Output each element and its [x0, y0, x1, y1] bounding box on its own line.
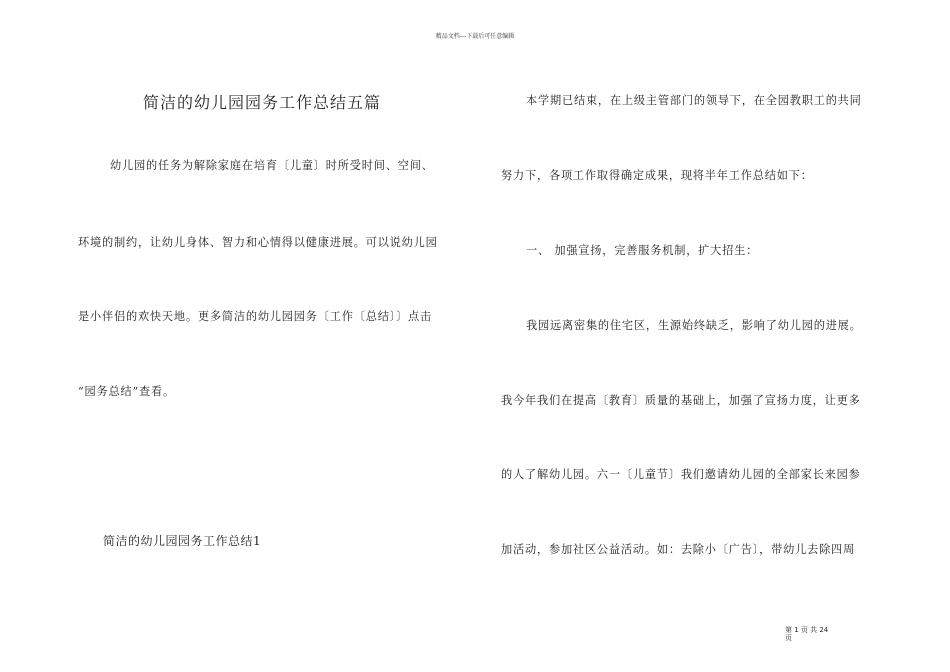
section-heading: 一、 加强宣扬，完善服务机制，扩大招生：: [526, 244, 759, 257]
left-paragraph-line: 幼儿园的任务为解除家庭在培育〔儿童〕时所受时间、空间、: [110, 159, 434, 172]
document-title: 简洁的幼儿园园务工作总结五篇: [143, 93, 382, 112]
right-paragraph-line: 努力下，各项工作取得确定成果，现将半年工作总结如下：: [501, 169, 813, 182]
page-number-label-cont: 页: [785, 634, 792, 642]
right-paragraph-line: 的人了解幼儿园。六一〔儿童节〕我们邀请幼儿园的全部家长来园参: [501, 468, 861, 481]
page-number: [785, 626, 845, 642]
right-paragraph-line: 我今年我们在提高〔教育〕质量的基础上，加强了宣扬力度，让更多: [501, 394, 861, 407]
left-paragraph-line: “园务总结”查看。: [78, 385, 175, 398]
left-paragraph-line: 环境的制约，让幼儿身体、智力和心情得以健康进展。可以说幼儿园: [78, 236, 438, 249]
right-paragraph-line: 本学期已结束，在上级主管部门的领导下，在全园教职工的共同: [526, 94, 862, 107]
left-paragraph-line: 是小伴侣的欢快天地。更多简洁的幼儿园园务〔工作〔总结〕〕点击: [78, 310, 433, 323]
page-number-label: 第 1 页 共 24: [785, 626, 829, 634]
header-note: 精品文档---下载后可任意编辑: [435, 33, 515, 40]
right-paragraph-line: 加活动，参加社区公益活动。如：去除小〔广告〕，带幼儿去除四周: [501, 543, 856, 556]
section-subheading: 简洁的幼儿园园务工作总结1: [103, 534, 262, 548]
right-paragraph-line: 我园远离密集的住宅区，生源始终缺乏，影响了幼儿园的进展。: [526, 319, 862, 332]
